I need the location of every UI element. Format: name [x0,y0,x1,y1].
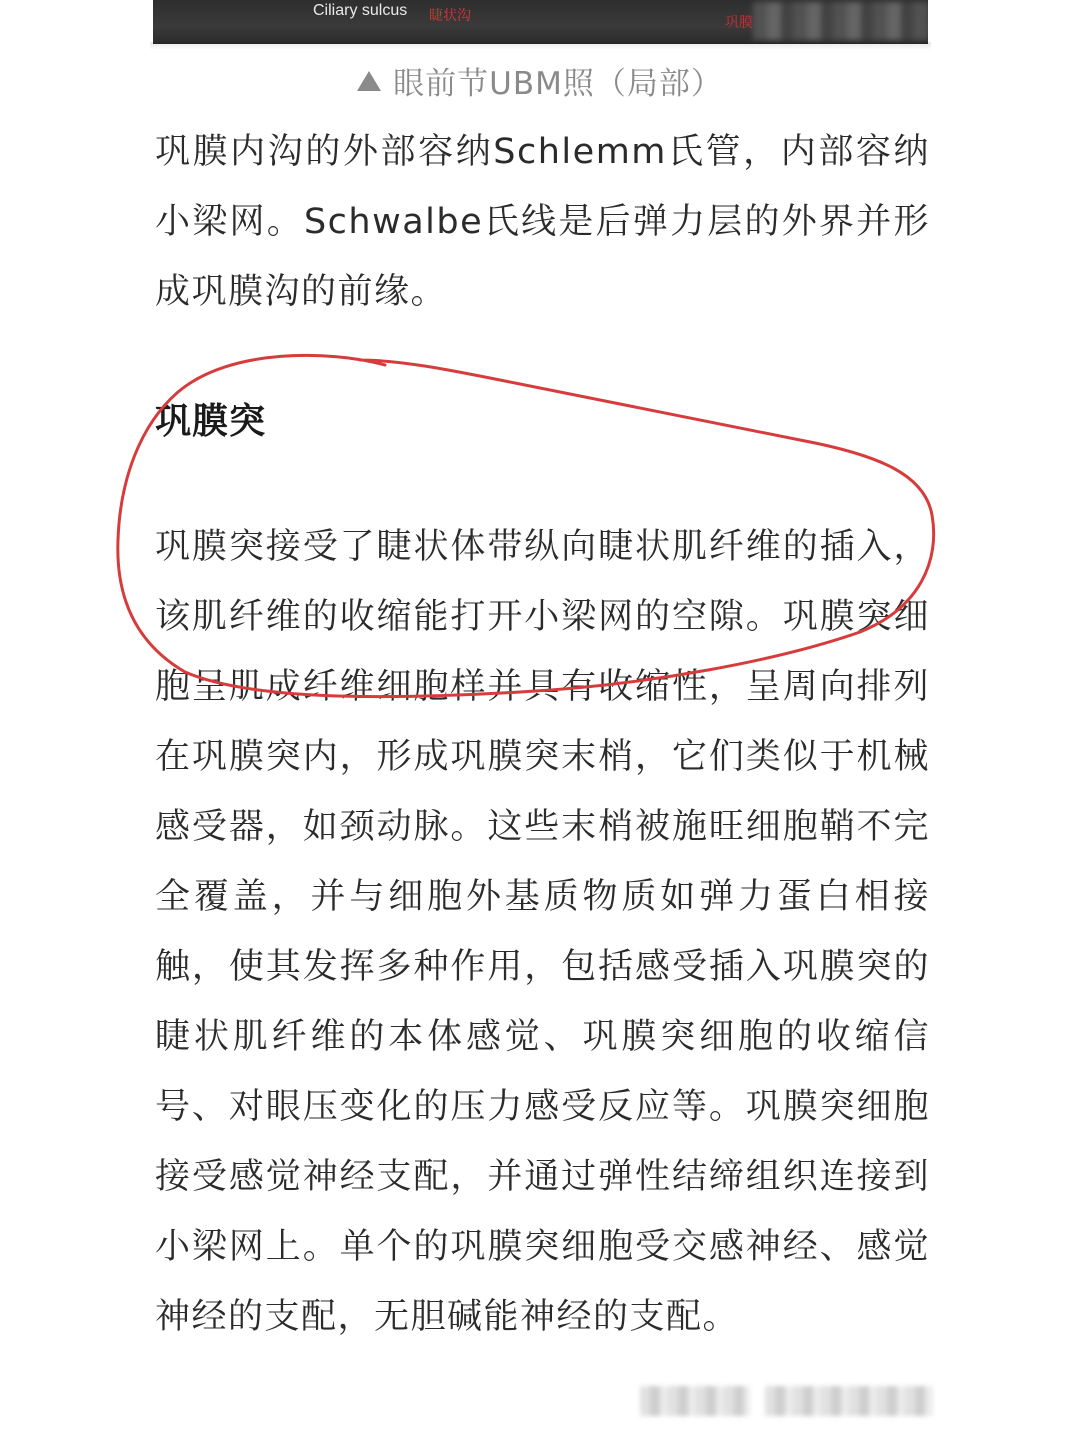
paragraph-1: 巩膜内沟的外部容纳Schlemm氏管，内部容纳小梁网。Schwalbe氏线是后弹力层的外界并形成巩膜沟的前缘。 [155,132,930,312]
image-caption [0,58,1080,103]
watermark-blur [640,1386,750,1416]
image-label-ciliary-sulcus: Ciliary sulcus [313,2,408,19]
caption-text: 眼前节UBM照（局部） [393,66,723,102]
image-label-zh: 睫状沟 [429,8,471,24]
watermark-blur [765,1386,933,1416]
triangle-up-icon [357,71,381,91]
image-shadow [150,42,931,50]
image-label-zh-2: 巩膜 [725,15,753,31]
section-heading: 巩膜突 [155,401,267,442]
ubm-image [153,0,928,44]
blurred-region [753,2,928,40]
paragraph-2: 巩膜突接受了睫状体带纵向睫状肌纤维的插入，该肌纤维的收缩能打开小梁网的空隙。巩膜突细胞呈肌成纤维细胞样并具有收缩性，呈周向排列在巩膜突内，形成巩膜突末梢，它们类似于机械感受器，如颈动脉。这些末梢被施旺细胞鞘不完全覆盖，并与细胞外基质物质如弹力蛋白相接触，使其发挥多种作用，包括感受插入巩膜突的睫状肌纤维的本体感觉、巩膜突细胞的收缩信号、对眼压变化的压力感受反应等。巩膜突细胞接受感觉神经支配，并通过弹性结缔组织连接到小梁网上。单个的巩膜突细胞受交感神经、感觉神经的支配，无胆碱能神经的支配。 [155,527,930,1337]
